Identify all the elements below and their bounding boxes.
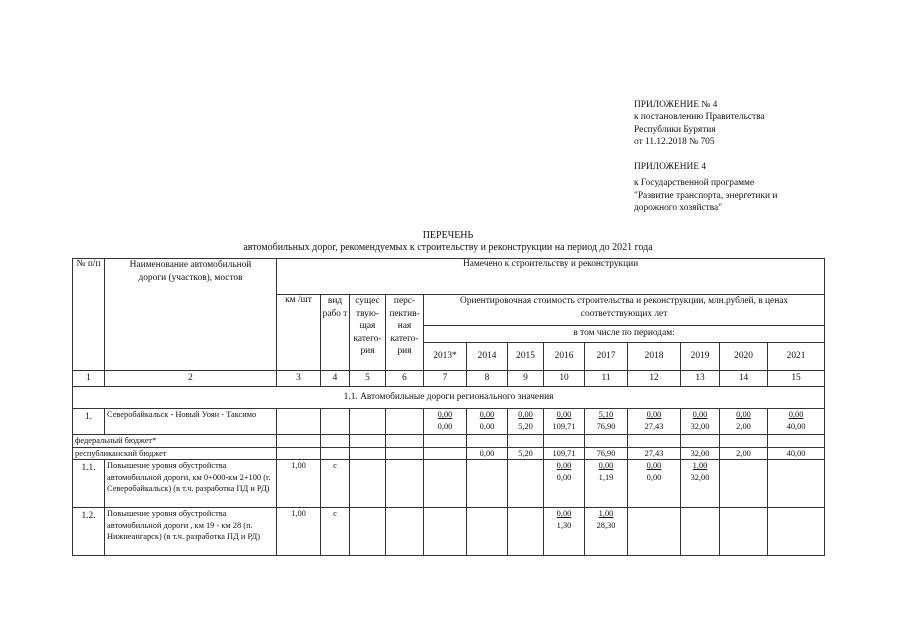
cost-cell bbox=[681, 460, 720, 508]
budget-cell bbox=[544, 435, 585, 448]
cost-value-bottom: 1,19 bbox=[598, 472, 614, 482]
appendix-line: Республики Бурятия bbox=[634, 124, 716, 135]
row-number: 1.1. bbox=[73, 460, 105, 508]
cost-cell bbox=[720, 409, 768, 435]
cost-cell bbox=[424, 409, 467, 435]
budget-cell bbox=[386, 447, 424, 460]
cost-cell bbox=[720, 508, 768, 556]
section-title: 1.1. Автомобильные дороги регионального значения bbox=[73, 387, 825, 409]
year-header: 2014 bbox=[467, 343, 508, 371]
cost-value-bottom: 0,00 bbox=[479, 421, 495, 431]
cost-value-bottom: 1,30 bbox=[556, 520, 572, 530]
budget-value: 76,90 bbox=[585, 447, 628, 460]
budget-cell bbox=[277, 435, 321, 448]
cost-value-top: 0,00 bbox=[736, 410, 751, 419]
cost-cell bbox=[424, 508, 467, 556]
road-existing-category bbox=[350, 409, 386, 435]
cost-cell bbox=[768, 460, 825, 508]
cost-value-top: 1,00 bbox=[598, 509, 614, 518]
cost-cell bbox=[544, 409, 585, 435]
document-subtitle: автомобильных дорог, рекомендуемых к строительству и реконструкции на период до 2021 года bbox=[243, 242, 653, 253]
road-existing-category bbox=[350, 460, 386, 508]
cost-value-bottom: 76,90 bbox=[596, 421, 616, 431]
cost-value-top: 0,00 bbox=[556, 461, 572, 470]
col-number-label: 10 bbox=[544, 371, 585, 387]
budget-cell bbox=[585, 435, 628, 448]
budget-cell bbox=[350, 447, 386, 460]
road-work-type bbox=[321, 409, 350, 435]
year-header: 2013* bbox=[424, 343, 467, 371]
road-existing-category bbox=[350, 508, 386, 556]
col-number-label: 6 bbox=[386, 371, 424, 387]
col-number-label: 15 bbox=[768, 371, 825, 387]
year-header: 2016 bbox=[544, 343, 585, 371]
row-number: 1. bbox=[73, 409, 105, 435]
cost-value-bottom: 0,00 bbox=[556, 472, 572, 482]
cost-cell bbox=[508, 409, 544, 435]
year-header: 2020 bbox=[720, 343, 768, 371]
cost-value-bottom: 32,00 bbox=[690, 421, 710, 431]
road-perspective-category bbox=[386, 409, 424, 435]
col-number-label: 13 bbox=[681, 371, 720, 387]
cost-value-bottom: 0,00 bbox=[437, 421, 453, 431]
col-number-header: № п/п bbox=[73, 259, 105, 371]
roads-table bbox=[72, 258, 825, 556]
document-title: ПЕРЕЧЕНЬ bbox=[422, 230, 474, 241]
cost-value-top: 0,00 bbox=[437, 410, 453, 419]
cost-cell bbox=[720, 460, 768, 508]
cost-value-bottom: 28,30 bbox=[596, 520, 616, 530]
budget-value: 40,00 bbox=[768, 447, 825, 460]
col-work-header: вид рабо т bbox=[321, 295, 350, 371]
appendix-header bbox=[634, 99, 765, 148]
budget-cell bbox=[628, 435, 681, 448]
year-header: 2021 bbox=[768, 343, 825, 371]
budget-cell bbox=[424, 435, 467, 448]
year-header: 2015 bbox=[508, 343, 544, 371]
appendix-line: от 11.12.2018 № 705 bbox=[634, 136, 715, 147]
cost-cell bbox=[467, 409, 508, 435]
col-number-label: 9 bbox=[508, 371, 544, 387]
road-work-type: с bbox=[321, 460, 350, 508]
col-existing-category-header: сущес твую- щая катего- рия bbox=[350, 295, 386, 371]
cost-value-top: 0,00 bbox=[556, 509, 572, 518]
col-km-header: км /шт bbox=[277, 295, 321, 371]
budget-value: 32,00 bbox=[681, 447, 720, 460]
budget-cell bbox=[386, 435, 424, 448]
road-km bbox=[277, 409, 321, 435]
program-appendix-title: ПРИЛОЖЕНИЕ 4 bbox=[634, 162, 707, 172]
col-planned-header: Намечено к строительству и реконструкции bbox=[277, 259, 825, 295]
road-perspective-category bbox=[386, 508, 424, 556]
cost-value-top: 0,00 bbox=[646, 410, 662, 419]
cost-cell bbox=[544, 460, 585, 508]
col-number-label: 2 bbox=[105, 371, 277, 387]
road-km: 1,00 bbox=[277, 460, 321, 508]
cost-cell bbox=[467, 460, 508, 508]
col-number-label: 14 bbox=[720, 371, 768, 387]
budget-cell bbox=[277, 447, 321, 460]
cost-value-bottom: 32,00 bbox=[690, 472, 710, 482]
cost-cell bbox=[585, 409, 628, 435]
cost-value-top: 0,00 bbox=[518, 410, 533, 419]
budget-value: 109,71 bbox=[544, 447, 585, 460]
col-number-label: 7 bbox=[424, 371, 467, 387]
cost-value-top: 0,00 bbox=[556, 410, 572, 419]
cost-value-bottom: 0,00 bbox=[646, 472, 662, 482]
col-number-label: 11 bbox=[585, 371, 628, 387]
road-name: Повышение уровня обустройства автомобильной дороги , км 19 - км 28 (п. Нижнеангарск) (в т.ч. разработка ПД и РД) bbox=[105, 508, 277, 556]
road-work-type: с bbox=[321, 508, 350, 556]
appendix-line: ПРИЛОЖЕНИЕ № 4 bbox=[634, 100, 718, 110]
cost-cell bbox=[681, 409, 720, 435]
cost-value-top: 0,00 bbox=[479, 410, 495, 419]
cost-value-bottom: 2,00 bbox=[736, 421, 751, 431]
budget-row-label: федеральный бюджет* bbox=[73, 435, 277, 448]
col-number-label: 5 bbox=[350, 371, 386, 387]
year-header: 2018 bbox=[628, 343, 681, 371]
year-header: 2017 bbox=[585, 343, 628, 371]
cost-cell bbox=[628, 409, 681, 435]
budget-cell bbox=[508, 435, 544, 448]
row-number: 1.2. bbox=[73, 508, 105, 556]
budget-row-label: республиканский бюджет bbox=[73, 447, 277, 460]
budget-cell bbox=[720, 435, 768, 448]
appendix-line: к постановлению Правительства bbox=[634, 112, 765, 123]
program-appendix-line: к Государственной программе bbox=[634, 178, 755, 189]
budget-cell bbox=[467, 435, 508, 448]
cost-cell bbox=[585, 508, 628, 556]
budget-cell bbox=[321, 435, 350, 448]
col-number-label: 8 bbox=[467, 371, 508, 387]
cost-cell bbox=[681, 508, 720, 556]
program-appendix-line: дорожного хозяйства" bbox=[634, 202, 723, 213]
cost-value-bottom: 109,71 bbox=[552, 421, 576, 431]
cost-value-top: 0,00 bbox=[788, 410, 804, 419]
col-number-label: 4 bbox=[321, 371, 350, 387]
cost-cell bbox=[585, 460, 628, 508]
col-number-label: 12 bbox=[628, 371, 681, 387]
budget-cell bbox=[321, 447, 350, 460]
cost-cell bbox=[768, 409, 825, 435]
col-number-label: 1 bbox=[73, 371, 105, 387]
budget-value: 2,00 bbox=[720, 447, 768, 460]
cost-cell bbox=[768, 508, 825, 556]
cost-value-top: 5,10 bbox=[598, 410, 614, 419]
cost-value-bottom: 5,20 bbox=[518, 421, 533, 431]
cost-value-top: 0,00 bbox=[692, 410, 708, 419]
budget-value: 5,20 bbox=[508, 447, 544, 460]
road-name: Северобайкальск - Новый Уоян - Таксимо bbox=[105, 409, 277, 435]
program-appendix-line: "Развитие транспорта, энергетики и bbox=[634, 190, 778, 201]
cost-cell bbox=[508, 460, 544, 508]
col-name-header: Наименование автомобильной дороги (участков), мостов bbox=[105, 259, 277, 371]
col-cost-header: Ориентировочная стоимость строительства и реконструкции, млн.рублей, в ценах соответствующих лет bbox=[424, 295, 825, 326]
cost-cell bbox=[424, 460, 467, 508]
road-km: 1,00 bbox=[277, 508, 321, 556]
cost-value-top: 1,00 bbox=[692, 461, 708, 470]
road-perspective-category bbox=[386, 460, 424, 508]
road-name: Повышение уровня обустройства автомобильной дороги, км 0+000-км 2+100 (г. Северобайкальск) (в т.ч. разработка ПД и РД) bbox=[105, 460, 277, 508]
col-periods-header: в том числе по периодам: bbox=[424, 326, 825, 343]
cost-value-top: 0,00 bbox=[598, 461, 614, 470]
col-number-label: 3 bbox=[277, 371, 321, 387]
cost-cell bbox=[544, 508, 585, 556]
budget-cell bbox=[768, 435, 825, 448]
budget-value: 0,00 bbox=[467, 447, 508, 460]
cost-value-bottom: 40,00 bbox=[786, 421, 806, 431]
cost-cell bbox=[628, 460, 681, 508]
col-perspective-category-header: перс- пектив- ная катего- рия bbox=[386, 295, 424, 371]
budget-cell bbox=[681, 435, 720, 448]
cost-value-bottom: 27,43 bbox=[644, 421, 664, 431]
budget-value bbox=[424, 447, 467, 460]
cost-cell bbox=[508, 508, 544, 556]
budget-value: 27,43 bbox=[628, 447, 681, 460]
year-header: 2019 bbox=[681, 343, 720, 371]
cost-cell bbox=[628, 508, 681, 556]
cost-value-top: 0,00 bbox=[646, 461, 662, 470]
budget-cell bbox=[350, 435, 386, 448]
cost-cell bbox=[467, 508, 508, 556]
program-appendix-header bbox=[634, 161, 777, 214]
